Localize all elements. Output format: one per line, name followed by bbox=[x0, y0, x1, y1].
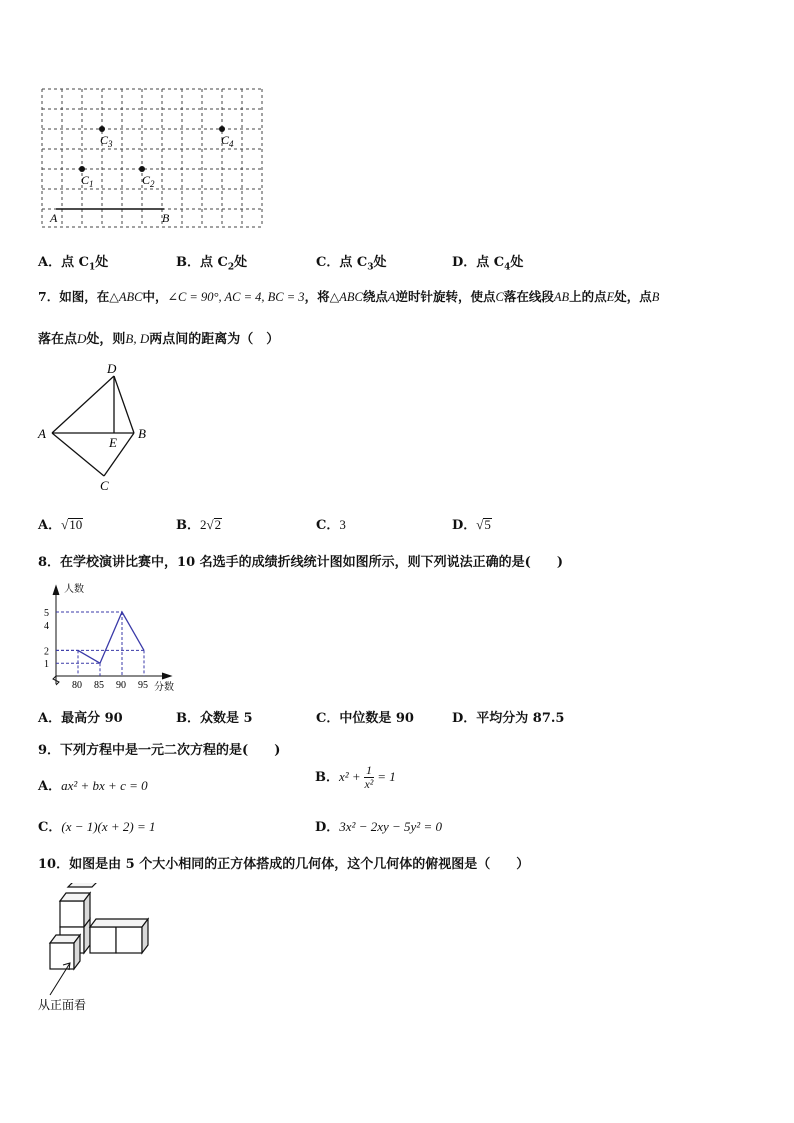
y-tick-1: 1 bbox=[44, 659, 49, 671]
label-c2: $C_2$ bbox=[142, 173, 155, 189]
fig-label-d: D bbox=[107, 361, 117, 376]
label-c1: $C_1$ bbox=[81, 173, 94, 189]
q8-option-d[interactable]: D．平均分为 87.5 bbox=[452, 711, 565, 726]
q7-stem-line1: 7．如图，在△ABC中，∠C = 90°, AC = 4, BC = 3，将△ABC绕点A逆时针旋转，使点C落在线段AB上的点E处，点B bbox=[38, 289, 660, 304]
x-tick-90: 90 bbox=[116, 680, 126, 691]
fig-label-b: B bbox=[138, 426, 146, 441]
point-c2 bbox=[139, 166, 145, 172]
y-axis-title: 人数 bbox=[64, 584, 84, 595]
q9-option-c[interactable]: C．(x − 1)(x + 2) = 1 bbox=[38, 819, 156, 835]
point-c4 bbox=[219, 126, 225, 132]
y-tick-4: 4 bbox=[44, 620, 49, 632]
fig-label-e: E bbox=[109, 435, 117, 450]
q10-cubes-figure bbox=[36, 883, 162, 1015]
q6-option-d[interactable]: D．点 $C_4$处 bbox=[452, 255, 524, 273]
q10-stem: 10．如图是由 5 个大小相同的正方体搭成的几何体，这个几何体的俯视图是（ ） bbox=[38, 857, 530, 872]
fig-label-a: A bbox=[38, 426, 46, 441]
q8-option-a[interactable]: A．最高分 90 bbox=[38, 711, 123, 726]
q6-option-b[interactable]: B．点 $C_2$处 bbox=[176, 255, 248, 273]
y-tick-5: 5 bbox=[44, 608, 49, 619]
label-b: B bbox=[162, 211, 170, 225]
x-tick-80: 80 bbox=[72, 680, 82, 691]
y-tick-2: 2 bbox=[44, 646, 49, 658]
x-tick-95: 95 bbox=[138, 680, 148, 691]
q7-figure bbox=[34, 358, 164, 498]
q10-caption: 从正面看 bbox=[38, 998, 87, 1012]
q7-option-c[interactable]: C．3 bbox=[316, 517, 346, 533]
q7-option-d[interactable]: D．√5 bbox=[452, 517, 491, 533]
q9-option-a[interactable]: A．ax² + bx + c = 0 bbox=[38, 778, 148, 794]
label-a: A bbox=[50, 211, 58, 225]
q8-option-c[interactable]: C．中位数是 90 bbox=[316, 711, 414, 726]
q8-line-chart bbox=[30, 578, 190, 700]
q8-stem: 8．在学校演讲比赛中，10 名选手的成绩折线统计图如图所示，则下列说法正确的是( ) bbox=[38, 555, 563, 570]
q7-option-a[interactable]: A．√10 bbox=[38, 517, 83, 533]
label-c3: $C_3$ bbox=[100, 133, 113, 149]
series-line bbox=[78, 612, 144, 663]
q8-option-b[interactable]: B．众数是 5 bbox=[176, 711, 253, 726]
q7-option-b[interactable]: B．2√2 bbox=[176, 517, 222, 533]
x-tick-85: 85 bbox=[94, 680, 104, 691]
fig-label-c: C bbox=[100, 478, 109, 493]
q7-stem-line2: 落在点D处，则B, D两点间的距离为（ ） bbox=[38, 331, 280, 347]
point-c3 bbox=[99, 126, 105, 132]
q9-option-b[interactable]: B．x² + $\frac{1}{\text{x²}}$ = 1 bbox=[315, 763, 396, 791]
grid-figure bbox=[36, 84, 268, 234]
x-axis-title: 分数 bbox=[154, 682, 174, 693]
label-c4: $C_4$ bbox=[221, 133, 234, 149]
q9-stem: 9．下列方程中是一元二次方程的是( ) bbox=[38, 743, 281, 758]
grid-lines bbox=[42, 89, 262, 227]
q9-option-d[interactable]: D．3x² − 2xy − 5y² = 0 bbox=[315, 819, 442, 835]
q6-option-c[interactable]: C．点 $C_3$处 bbox=[316, 255, 387, 273]
q6-option-a[interactable]: A．点 $C_1$处 bbox=[38, 255, 109, 273]
point-c1 bbox=[79, 166, 85, 172]
